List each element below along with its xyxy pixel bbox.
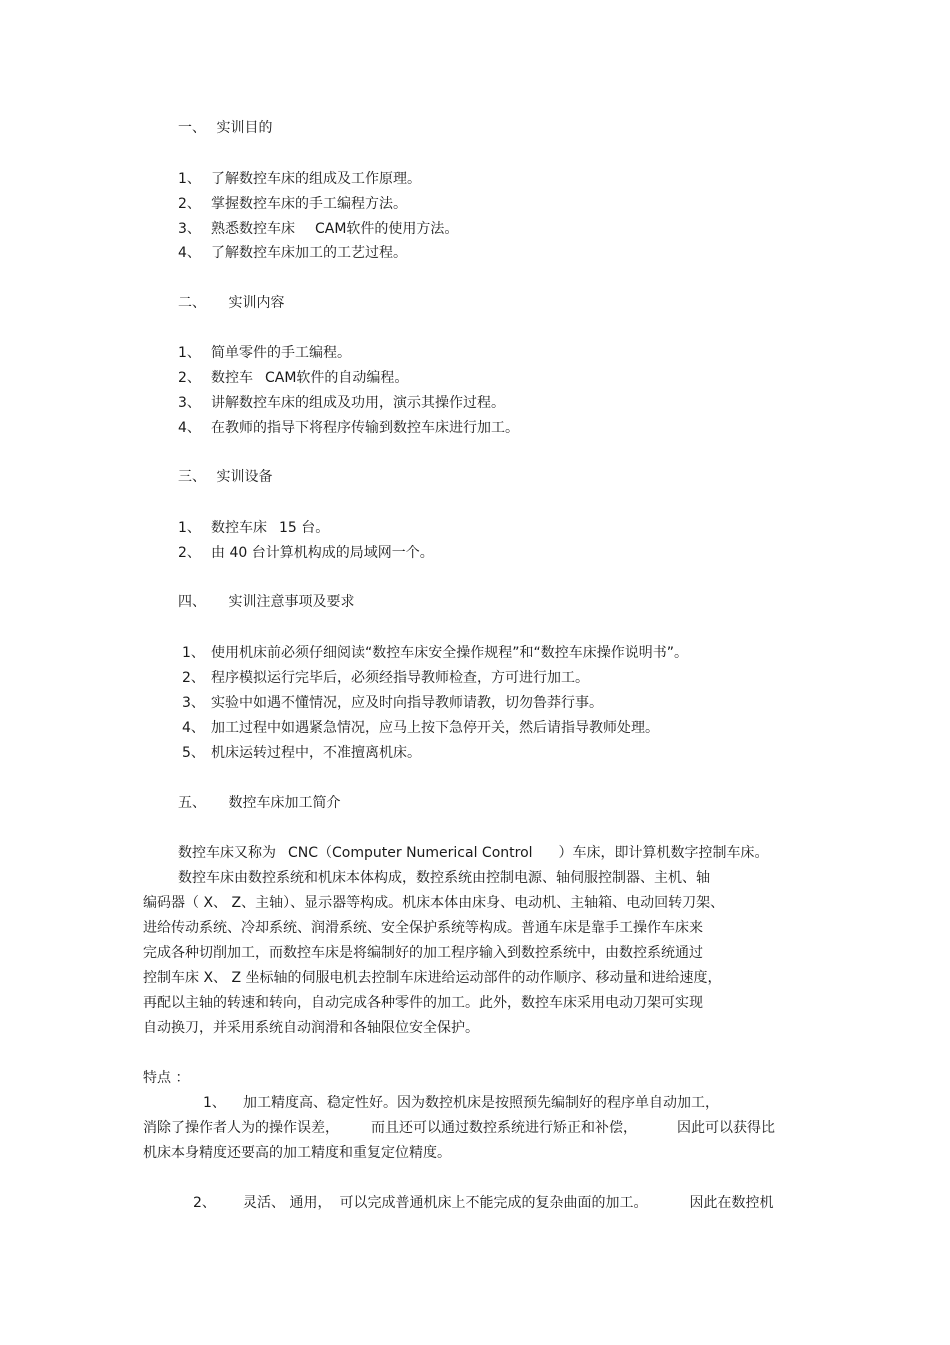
item-text-cont: 可以完成普通机床上不能完成的复杂曲面的加工。 — [339, 1195, 648, 1211]
item-number: 2、 — [193, 1195, 216, 1211]
item-text: 实验中如遇不懂情况，应及时向指导教师请教，切勿鲁莽行事。 — [211, 695, 603, 711]
item-number: 1、 — [178, 345, 201, 361]
item-text: 程序模拟运行完毕后，必须经指导教师检查，方可进行加工。 — [211, 670, 589, 686]
item-number: 3、 — [182, 695, 205, 711]
item-text: 加工过程中如遇紧急情况，应马上按下急停开关，然后请指导教师处理。 — [211, 720, 659, 736]
item-text-cont: CAM软件的使用方法。 — [315, 221, 459, 237]
para-text-cont: ）车床，即计算机数字控制车床。 — [558, 845, 769, 861]
item-number: 2、 — [178, 196, 201, 212]
item-number: 5、 — [182, 745, 205, 761]
paragraph-line: 控制车床 X、 Z 坐标轴的伺服电机去控制车床进给运动部件的动作顺序、移动量和进给速度， — [143, 970, 722, 986]
heading-number: 五、 — [178, 795, 206, 811]
item-number: 1、 — [178, 171, 201, 187]
item-text-cont: CAM软件的自动编程。 — [265, 370, 409, 386]
item-text: 机床运转过程中，不准擅离机床。 — [211, 745, 421, 761]
item-number: 3、 — [178, 221, 201, 237]
item-number: 2、 — [178, 545, 201, 561]
item-number: 4、 — [178, 245, 201, 261]
heading-number: 一、 — [178, 120, 206, 136]
paragraph-line: 再配以主轴的转速和转向，自动完成各种零件的加工。此外，数控车床采用电动刀架可实现 — [143, 995, 703, 1011]
item-text: 使用机床前必须仔细阅读“数控车床安全操作规程”和“数控车床操作说明书”。 — [211, 645, 689, 661]
item-text: 简单零件的手工编程。 — [211, 345, 351, 361]
section-heading-1 — [178, 118, 272, 138]
paragraph-line: 编码器（ X、 Z、主轴）、显示器等构成。机床本体由床身、电动机、主轴箱、电动回转刀架、 — [143, 895, 725, 911]
list-item — [182, 668, 589, 688]
section-heading-5 — [178, 793, 340, 813]
features-label: 特点 ： — [143, 1070, 190, 1086]
item-number: 4、 — [178, 420, 201, 436]
item-text: 数控车床 — [211, 520, 267, 536]
item-number: 1、 — [182, 645, 205, 661]
list-item — [178, 219, 458, 239]
feature-item-1-line-3: 机床本身精度还要高的加工精度和重复定位精度。 — [143, 1145, 451, 1161]
item-text: 掌握数控车床的手工编程方法。 — [211, 196, 407, 212]
list-item — [178, 393, 505, 413]
list-item — [182, 743, 421, 763]
item-text: 灵活、 通用， — [243, 1195, 332, 1211]
section-heading-4 — [178, 592, 354, 612]
list-item — [182, 718, 659, 738]
feature-item-1 — [203, 1093, 719, 1113]
list-item — [178, 518, 329, 538]
paragraph-line — [178, 843, 769, 863]
item-text: 讲解数控车床的组成及功用，演示其操作过程。 — [211, 395, 505, 411]
heading-number: 四、 — [178, 594, 206, 610]
paragraph-line: 进给传动系统、冷却系统、润滑系统、安全保护系统等构成。普通车床是靠手工操作车床来 — [143, 920, 703, 936]
item-text-cont: 因此可以获得比 — [677, 1120, 775, 1136]
para-text: 数控车床又称为 — [178, 845, 276, 861]
list-item — [178, 418, 519, 438]
heading-number: 三、 — [178, 469, 206, 485]
item-number: 2、 — [182, 670, 205, 686]
list-item — [178, 368, 408, 388]
paragraph-line: 数控车床由数控系统和机床本体构成，数控系统由控制电源、轴伺服控制器、主机、轴 — [178, 870, 710, 886]
item-text: 了解数控车床加工的工艺过程。 — [211, 245, 407, 261]
item-text: 数控车 — [211, 370, 253, 386]
item-text-cont: 15 台。 — [279, 520, 330, 536]
para-text-en: CNC（Computer Numerical Control — [288, 845, 533, 861]
item-number: 4、 — [182, 720, 205, 736]
item-text-cont: 而且还可以通过数控系统进行矫正和补偿， — [371, 1120, 637, 1136]
heading-number: 二、 — [178, 295, 206, 311]
feature-item-2 — [193, 1193, 773, 1213]
item-number: 1、 — [203, 1095, 226, 1111]
item-text: 消除了操作者人为的操作误差， — [143, 1120, 339, 1136]
list-item — [178, 243, 407, 263]
heading-text: 实训注意事项及要求 — [228, 594, 355, 610]
item-text-cont: 因此在数控机 — [689, 1195, 774, 1211]
section-heading-3 — [178, 467, 272, 487]
item-text: 了解数控车床的组成及工作原理。 — [211, 171, 421, 187]
section-heading-2 — [178, 293, 284, 313]
item-number: 2、 — [178, 370, 201, 386]
list-item — [178, 543, 434, 563]
list-item — [178, 194, 407, 214]
list-item — [182, 693, 603, 713]
heading-text: 实训目的 — [216, 120, 273, 136]
heading-text: 实训内容 — [228, 295, 285, 311]
paragraph-line: 自动换刀，并采用系统自动润滑和各轴限位安全保护。 — [143, 1020, 479, 1036]
feature-item-1-line-2 — [143, 1118, 775, 1138]
item-text: 熟悉数控车床 — [211, 221, 295, 237]
item-number: 1、 — [178, 520, 201, 536]
heading-text: 实训设备 — [216, 469, 273, 485]
list-item — [182, 643, 688, 663]
item-text: 由 40 台计算机构成的局域网一个。 — [211, 545, 434, 561]
item-text: 加工精度高、稳定性好。因为数控机床是按照预先编制好的程序单自动加工， — [243, 1095, 719, 1111]
heading-text: 数控车床加工简介 — [228, 795, 341, 811]
paragraph-line: 完成各种切削加工，而数控车床是将编制好的加工程序输入到数控系统中，由数控系统通过 — [143, 945, 703, 961]
item-text: 在教师的指导下将程序传输到数控车床进行加工。 — [211, 420, 519, 436]
list-item — [178, 169, 421, 189]
list-item — [178, 343, 351, 363]
item-number: 3、 — [178, 395, 201, 411]
